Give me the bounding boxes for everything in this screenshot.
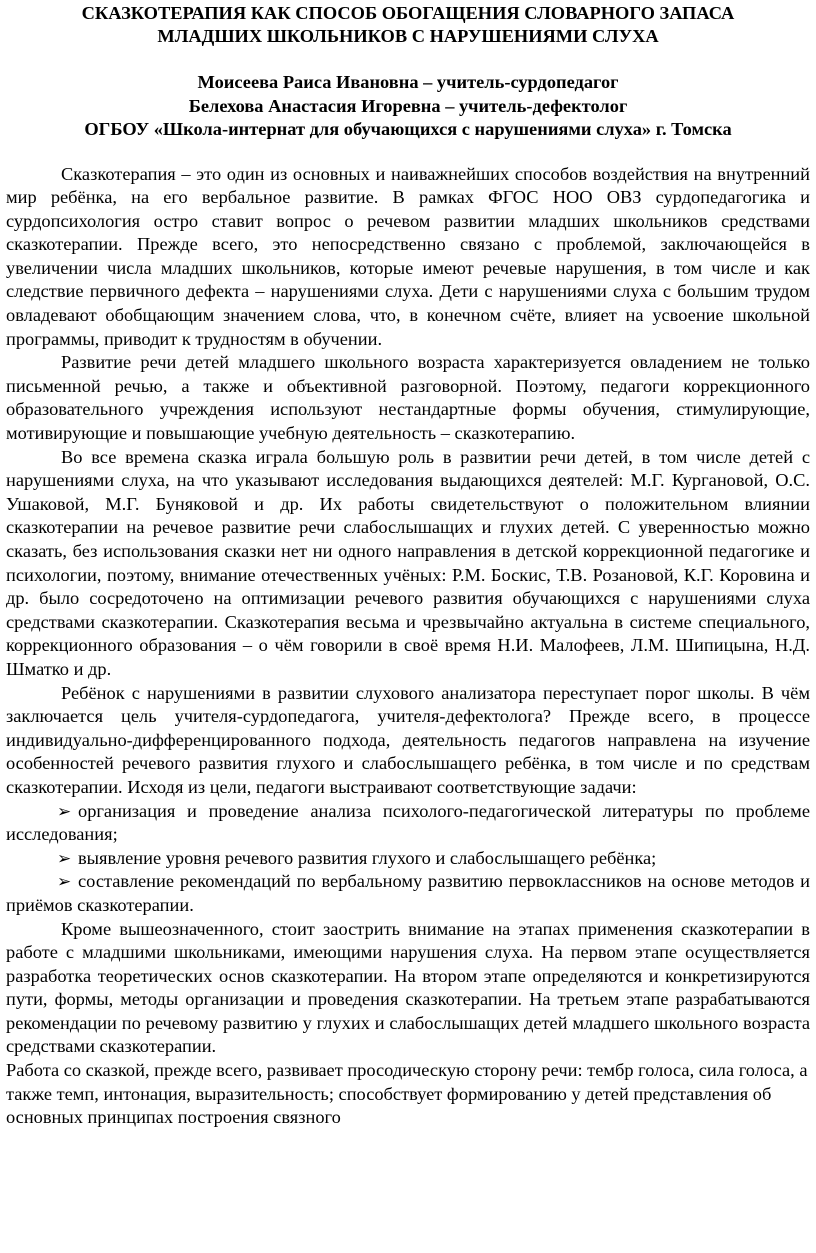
paper-title [6, 2, 810, 48]
paragraph-4: Ребёнок с нарушениями в развитии слухового анализатора переступает порог школы. В чём заключается цель учителя-сурдопедагога, учителя-дефектолога? Прежде всего, в процессе индивидуально-дифференцированного подхода, деятельность педагогов направлена на изучение особенностей речевого развития глухого и слабослышащего ребёнка, в том числе и по средствам сказкотерапии. Исходя из цели, педагоги выстраивают соответствующие задачи: [6, 682, 810, 797]
task-text: выявление уровня речевого развития глухого и слабослышащего ребёнка; [78, 847, 657, 868]
arrow-bullet-icon: ➢ [57, 801, 72, 821]
task-text: организация и проведение анализа психолого-педагогической литературы по проблеме исследования; [6, 800, 810, 845]
author-2: Белехова Анастасия Игоревна – учитель-дефектолог [188, 95, 628, 116]
paragraph-5: Кроме вышеозначенного, стоит заострить внимание на этапах применения сказкотерапии в работе с младшими школьниками, имеющими нарушения слуха. На первом этапе осуществляется разработка теоретических основ сказкотерапии. На втором этапе определяются и конкретизируются пути, формы, методы организации и проведения сказкотерапии. На третьем этапе разрабатываются рекомендации по речевому развитию у глухих и слабослышащих детей младшего школьного возраста средствами сказкотерапии. [6, 918, 810, 1057]
task-text: составление рекомендаций по вербальному развитию первоклассников на основе методов и приёмов сказкотерапии. [6, 871, 810, 915]
paragraph-1: Сказкотерапия – это один из основных и наиважнейших способов воздействия на внутренний мир ребёнка, на его вербальное развитие. В рамках ФГОС НОО ОВЗ сурдопедагогика и сурдопсихология остро ставит вопрос о речевом развитии младших школьников средствами сказкотерапии. Прежде всего, это непосредственно связано с проблемой, заключающейся в увеличении числа младших школьников, которые имеют речевые нарушения, в том числе и как следствие первичного дефекта – нарушениями слуха. Дети с нарушениями слуха с большим трудом овладевают обобщающим значением слова, что, в конечном счёте, влияет на усвоение школьной программы, приводит к трудностям в обучении. [6, 163, 810, 349]
task-list-item-2 [6, 847, 810, 871]
author-block [6, 71, 810, 142]
task-list-item-3 [6, 870, 810, 917]
arrow-bullet-icon: ➢ [57, 872, 72, 892]
affiliation: ОГБОУ «Школа-интернат для обучающихся с нарушениями слуха» г. Томска [84, 119, 732, 139]
paragraph-2: Развитие речи детей младшего школьного возраста характеризуется овладением не только письменной речью, а также и объективной разговорной. Поэтому, педагоги коррекционного образовательного учреждения используют нестандартные формы обучения, стимулирующие, мотивирующие и повышающие учебную деятельность – сказкотерапию. [6, 352, 810, 444]
task-list-item-1 [6, 800, 810, 847]
title-line-2: МЛАДШИХ ШКОЛЬНИКОВ С НАРУШЕНИЯМИ СЛУХА [157, 26, 659, 46]
paragraph-6: Работа со сказкой, прежде всего, развивает просодическую сторону речи: тембр голоса, сила голоса, а также темп, интонация, выразительность; способствует формированию у детей представления об основных принципах построения связного [6, 1060, 808, 1128]
arrow-bullet-icon: ➢ [57, 848, 72, 868]
author-1: Моисеева Раиса Ивановна – учитель-сурдопедагог [197, 72, 619, 92]
title-line-1: СКАЗКОТЕРАПИЯ КАК СПОСОБ ОБОГАЩЕНИЯ СЛОВАРНОГО ЗАПАСА [81, 3, 735, 23]
paragraph-3: Во все времена сказка играла большую роль в развитии речи детей, в том числе детей с нарушениями слуха, на что указывают исследования выдающихся деятелей: М.Г. Кургановой, О.С. Ушаковой, М.Г. Буняковой и др. Их работы свидетельствуют о положительном влиянии сказкотерапии на речевое развитие речи слабослышащих и глухих детей. С уверенностью можно сказать, без использования сказки нет ни одного направления в детской коррекционной педагогике и психологии, поэтому, внимание отечественных учёных: Р.М. Боскис, Т.В. Розановой, К.Г. Коровина и др. было сосредоточено на оптимизации речевого развития обучающихся с нарушениями слуха средствами сказкотерапии. Сказкотерапия весьма и чрезвычайно актуальна в системе специального, коррекционного образования – о чём говорили в своё время Н.И. Малофеев, Л.М. Шипицына, Н.Д. Шматко и др. [6, 446, 810, 679]
